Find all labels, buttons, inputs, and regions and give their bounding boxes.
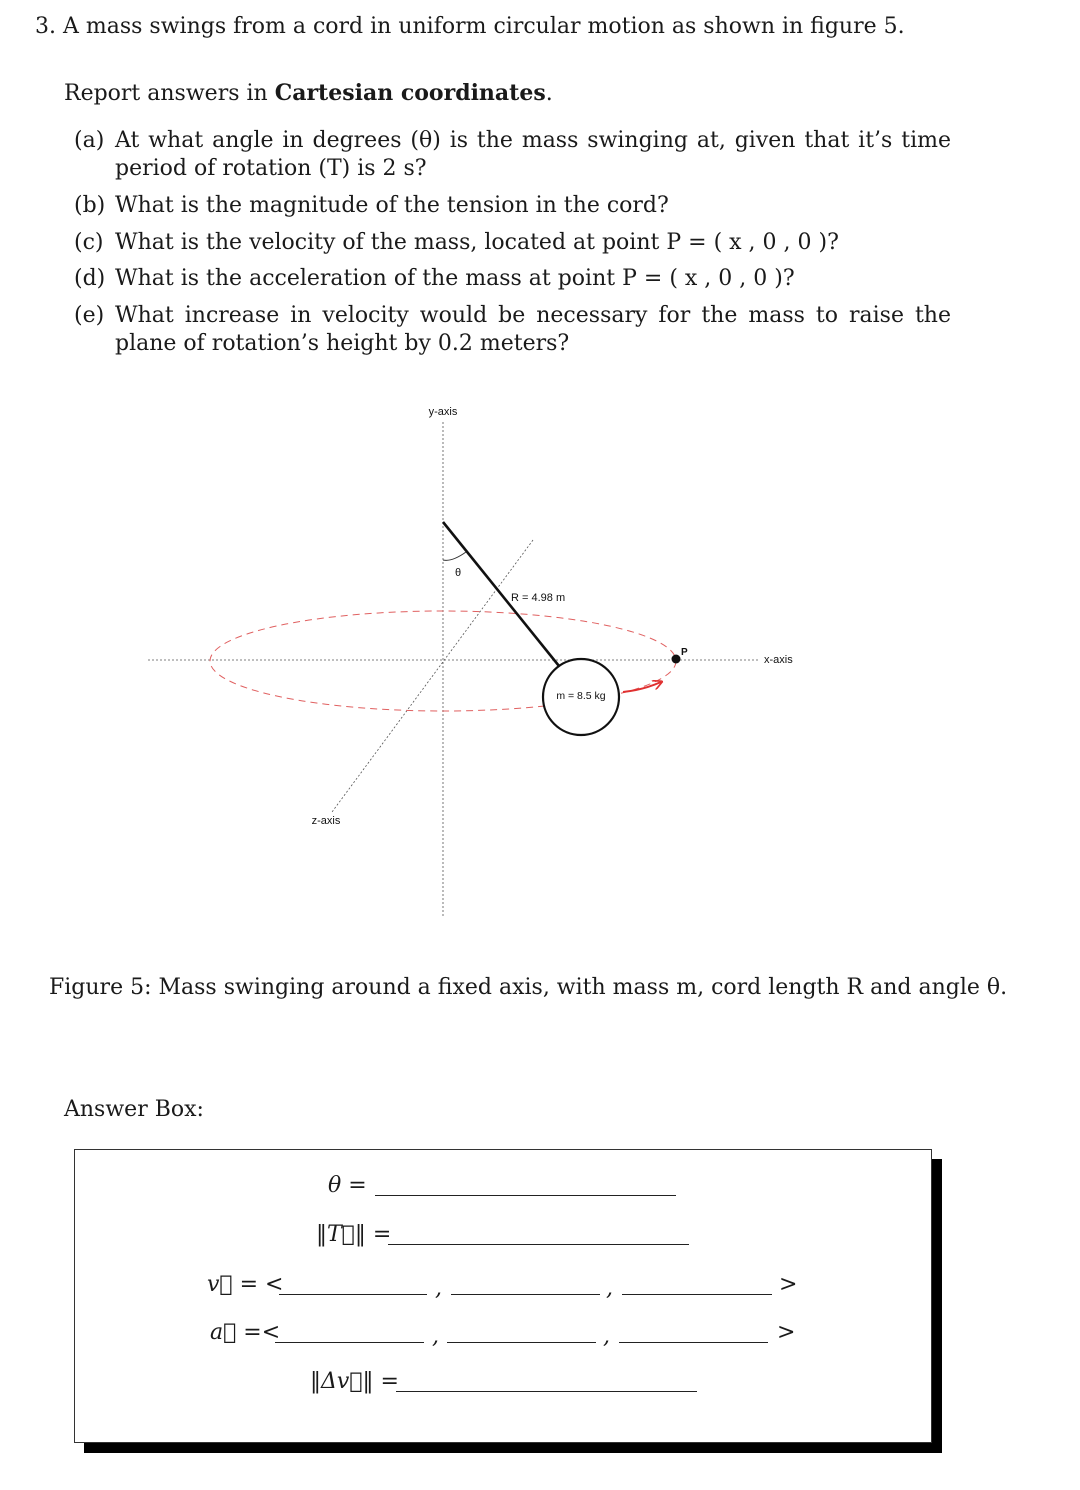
velocity-comma-1: , <box>435 1276 442 1301</box>
report-instruction <box>64 80 553 106</box>
report-bold: Cartesian coordinates <box>274 80 546 106</box>
point-p-label: P <box>681 647 688 658</box>
mass-label: m = 8.5 kg <box>556 690 606 702</box>
part-a-label: (a) <box>74 128 105 153</box>
tension-answer-blank[interactable] <box>388 1244 689 1245</box>
figure-caption: Figure 5: Mass swinging around a fixed axis, with mass m, cord length R and angle θ. <box>49 975 1008 1000</box>
answer-box <box>74 1149 932 1443</box>
theta-equation: θ = <box>328 1173 367 1198</box>
y-axis-label: y-axis <box>428 406 458 418</box>
acceleration-equation: a⃗ =< <box>210 1320 281 1345</box>
point-p-dot <box>672 655 681 664</box>
acceleration-x-blank[interactable] <box>275 1342 424 1343</box>
part-c-label: (c) <box>74 230 104 255</box>
delta-v-equation: ‖Δv⃗‖ = <box>310 1369 399 1394</box>
acceleration-z-blank[interactable] <box>619 1342 768 1343</box>
question-title: 3. A mass swings from a cord in uniform circular motion as shown in figure 5. <box>35 14 905 39</box>
radius-label: R = 4.98 m <box>511 592 566 604</box>
theta-label: θ <box>455 567 462 579</box>
part-e-label: (e) <box>74 303 105 328</box>
acceleration-comma-2: , <box>603 1324 610 1349</box>
part-d-text: What is the acceleration of the mass at point P = ( x , 0 , 0 )? <box>115 266 795 291</box>
tension-equation: ‖T⃗‖ = <box>316 1222 392 1247</box>
x-axis-label: x-axis <box>764 654 793 666</box>
acceleration-y-blank[interactable] <box>447 1342 596 1343</box>
acceleration-close: > <box>777 1320 796 1345</box>
acceleration-comma-1: , <box>432 1324 439 1349</box>
part-d-label: (d) <box>74 266 106 291</box>
report-suffix: . <box>545 81 553 106</box>
figure-diagram <box>0 390 1080 950</box>
theta-arc <box>443 552 466 560</box>
velocity-x-blank[interactable] <box>279 1294 427 1295</box>
delta-v-answer-blank[interactable] <box>396 1391 697 1392</box>
answer-box-label: Answer Box: <box>64 1097 204 1122</box>
report-prefix: Report answers in <box>64 81 275 106</box>
velocity-z-blank[interactable] <box>622 1294 772 1295</box>
part-c-text: What is the velocity of the mass, located at point P = ( x , 0 , 0 )? <box>115 230 839 255</box>
z-axis-line <box>332 540 533 812</box>
theta-answer-blank[interactable] <box>375 1195 676 1196</box>
part-a-text: At what angle in degrees (θ) is the mass swinging at, given that it’s time period of rotation (T) is 2 s? <box>115 128 951 181</box>
velocity-equation: v⃗ = < <box>207 1272 284 1297</box>
part-e-text: What increase in velocity would be necessary for the mass to raise the plane of rotation’s height by 0.2 meters? <box>115 303 951 356</box>
velocity-arrow <box>623 682 661 692</box>
z-axis-label: z-axis <box>311 815 341 827</box>
part-b-text: What is the magnitude of the tension in the cord? <box>115 193 669 218</box>
velocity-comma-2: , <box>606 1276 613 1301</box>
velocity-y-blank[interactable] <box>451 1294 600 1295</box>
part-b-label: (b) <box>74 193 106 218</box>
velocity-close: > <box>779 1272 798 1297</box>
